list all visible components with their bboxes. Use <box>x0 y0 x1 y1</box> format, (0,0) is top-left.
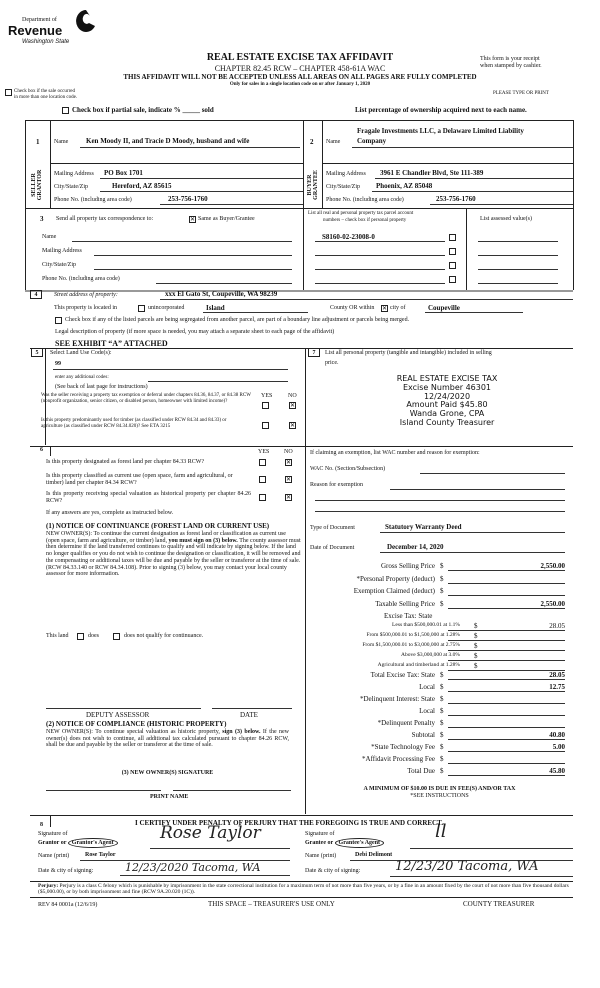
divider <box>25 120 26 290</box>
buyer-phone[interactable]: 253-756-1760 <box>436 195 476 203</box>
divider <box>322 163 573 164</box>
perjury-bold: Perjury: <box>38 883 59 889</box>
correspondence-label: Send all property tax correspondence to: <box>56 216 154 222</box>
notice-bold: sign (3) below. <box>222 729 261 735</box>
grantee-agent-circled: Grantee's Agent <box>335 838 385 848</box>
doc-date-label: Date of Document <box>310 545 355 551</box>
divider <box>30 446 573 447</box>
ownership-note: List percentage of ownership acquired next to each name. <box>355 106 527 114</box>
divider <box>303 120 304 290</box>
buyer-address[interactable]: 3961 E Chandler Blvd, Ste 111-389 <box>380 169 484 177</box>
assessed-field[interactable] <box>478 255 558 256</box>
amount-field[interactable]: 2,550.00 <box>540 562 565 570</box>
does-label: does <box>88 633 99 639</box>
county-treasurer-label: COUNTY TREASURER <box>463 900 535 908</box>
seller-phone-label: Phone No. (including area code) <box>54 197 132 203</box>
underline <box>425 312 523 313</box>
dollar-sign: $ <box>440 755 444 763</box>
divider <box>50 163 303 164</box>
stamp-line: 12/24/2020 <box>423 391 471 401</box>
underline <box>375 178 573 179</box>
date-label: DATE <box>240 711 258 719</box>
amount-field[interactable]: 28.05 <box>549 622 565 630</box>
amount-underline <box>448 660 565 661</box>
no-header: NO <box>284 449 293 455</box>
amount-field[interactable]: 2,550.00 <box>540 599 565 608</box>
section-number: 7 <box>308 348 320 357</box>
section-number: 6 <box>40 447 43 453</box>
logo-line1: Department of <box>22 17 57 23</box>
divider <box>30 881 573 882</box>
current-use-no-checkbox[interactable]: ✕ <box>286 477 292 483</box>
located-label: This property is located in <box>54 305 117 311</box>
additional-codes-field[interactable] <box>148 381 288 382</box>
dollar-sign: $ <box>440 587 444 595</box>
divider <box>466 208 467 290</box>
divider <box>50 446 51 456</box>
date-city-label: Date & city of signing: <box>38 868 94 874</box>
parcel-field[interactable] <box>315 241 445 242</box>
amount-underline <box>448 727 565 728</box>
notice-continuance-text <box>46 531 301 578</box>
divider <box>25 120 573 121</box>
dollar-sign: $ <box>440 574 444 583</box>
deputy-assessor-signature[interactable] <box>46 708 201 709</box>
type-or-print: PLEASE TYPE OR PRINT <box>493 91 549 96</box>
grantor-sig-label <box>38 840 118 847</box>
buyer-side-label: BUYER GRANTEE <box>307 170 319 200</box>
notice-compliance-text <box>46 729 289 749</box>
divider <box>25 208 573 209</box>
segregated-checkbox[interactable] <box>55 317 62 324</box>
underline <box>160 204 303 205</box>
underline <box>80 147 300 148</box>
land-use-code[interactable]: 99 <box>55 361 61 367</box>
tax-row-label: Total Excise Tax: State <box>370 671 435 679</box>
tax-row-label: From $1,500,000.01 to $3,000,000 at 2.75% <box>362 642 460 648</box>
seller-name[interactable]: Ken Moody II, and Tracie D Moody, husband and wife <box>86 137 250 145</box>
notice-text: NEW OWNER(S): To continue the current designation as forest land or classification as current use (open space, farm and agriculture, or timber) land, <box>46 531 286 544</box>
receipt-note-1: This form is your receipt <box>480 56 540 62</box>
underline <box>352 147 573 148</box>
tax-row-label: Subtotal <box>411 731 435 739</box>
county-value[interactable]: Island <box>206 304 225 312</box>
amount-underline <box>448 595 565 596</box>
seller-side-label: SELLER GRANTOR <box>31 169 43 201</box>
assessed-field[interactable] <box>478 241 558 242</box>
perjury-note <box>38 883 573 895</box>
sig-of-label: Signature of <box>305 831 335 837</box>
reason-field-3[interactable] <box>315 511 565 512</box>
same-as-buyer-checkbox[interactable]: ✕ <box>190 217 196 223</box>
tax-row-label: Exemption Claimed (deduct) <box>353 587 435 595</box>
tax-row-label: Local <box>419 707 435 715</box>
sig-of-label: Signature of <box>38 831 68 837</box>
underline <box>100 178 303 179</box>
underline <box>53 369 288 370</box>
assessed-field[interactable] <box>478 283 558 284</box>
grantee-sig-label <box>305 840 384 847</box>
tax-row-label: From $500,000.01 to $1,500,000 at 1.28% <box>366 632 460 638</box>
divider <box>50 120 51 208</box>
stamp-line: Island County Treasurer <box>399 417 495 427</box>
underline <box>380 552 565 553</box>
buyer-name-line2[interactable]: Company <box>357 137 387 145</box>
name-print-label: Name (print) <box>38 853 70 859</box>
notice-text: If the new owner(s) does not wish to continue, all additional tax calculated pursuant to chapter 84.26 RCW, shall be due and payable by the seller or transferor at the time of sale. <box>46 729 290 749</box>
buyer-city-label: City/State/Zip <box>326 184 360 190</box>
parcel-field[interactable] <box>315 269 445 270</box>
buyer-address-label: Mailing Address <box>326 171 366 177</box>
parcel-field[interactable] <box>315 255 445 256</box>
dollar-sign: $ <box>440 695 444 703</box>
amount-underline <box>448 679 565 680</box>
certify-statement: I CERTIFY UNDER PENALTY OF PERJURY THAT THE FOREGOING IS TRUE AND CORRECT. <box>135 819 444 827</box>
dollar-sign: $ <box>440 743 444 751</box>
doc-type[interactable]: Statutory Warranty Deed <box>385 523 462 531</box>
corr-city-label: City/State/Zip <box>42 262 76 268</box>
tax-row-label: Total Due <box>407 767 435 775</box>
q2-yes-checkbox[interactable] <box>262 422 269 429</box>
dollar-sign: $ <box>474 632 478 640</box>
underline <box>430 204 573 205</box>
seller-phone[interactable]: 253-756-1760 <box>168 195 208 203</box>
dollar-sign: $ <box>440 562 444 570</box>
current-use-question: Is this property classified as current use (open space, farm and agricultural, or timber) land per chapter 84.34 RCW? <box>46 473 233 486</box>
assessed-field[interactable] <box>478 269 558 270</box>
dollar-sign: $ <box>440 671 444 679</box>
amount-field[interactable]: 40.80 <box>549 731 565 739</box>
assessor-date-field[interactable] <box>212 708 292 709</box>
grantee-date-city[interactable]: 12/23/20 Tacoma, WA <box>395 859 539 874</box>
dollar-sign: $ <box>474 642 478 650</box>
county-or-label: County OR within <box>330 305 375 311</box>
section-number: 3 <box>40 215 44 223</box>
amount-underline <box>448 763 565 764</box>
additional-codes-label: enter any additional codes: <box>55 375 109 380</box>
corr-address-field[interactable] <box>94 255 292 256</box>
partial-sale-label: Check box if partial sale, indicate % _____ sold <box>72 106 214 114</box>
corr-name-field[interactable] <box>72 241 292 242</box>
amount-field[interactable]: 5.00 <box>552 743 565 751</box>
doc-type-label: Type of Document <box>310 525 355 531</box>
underline <box>100 191 303 192</box>
divider <box>30 897 573 898</box>
partial-sale-checkbox[interactable] <box>62 107 69 114</box>
unincorporated-label: unincorporated <box>148 305 185 311</box>
dollar-sign: $ <box>440 683 444 691</box>
stamp-line: Amount Paid $45.80 <box>406 400 488 410</box>
wac-field[interactable] <box>420 473 565 474</box>
segregated-label: Check box if any of the listed parcels are being segregated from another parcel, are part of a boundary line adjustment or parcels being merged. <box>65 317 410 323</box>
amount-underline <box>448 650 565 651</box>
underline <box>120 875 290 876</box>
section-number: 8 <box>40 822 43 828</box>
historical-yes-checkbox[interactable] <box>259 494 266 501</box>
amount-underline <box>448 703 565 704</box>
city-of-label: city of <box>390 305 406 311</box>
grantor-agent-circled: Grantor's Agent <box>68 838 118 848</box>
deputy-assessor-label: DEPUTY ASSESSOR <box>86 711 150 719</box>
tax-row-label: Above $3,000,000 at 3.0% <box>401 652 460 658</box>
parcel-number[interactable]: S8160-02-23008-0 <box>322 233 375 241</box>
grantee-signature[interactable]: ll <box>435 821 447 842</box>
grantor-print-name[interactable]: Rose Taylor <box>85 852 116 858</box>
q1-no-checkbox[interactable]: ✕ <box>290 403 296 409</box>
amount-underline <box>448 751 565 752</box>
amount-field[interactable]: 28.05 <box>549 671 565 679</box>
personal-property-label-2: price. <box>325 360 339 366</box>
page-title: REAL ESTATE EXCISE TAX AFFIDAVIT <box>206 52 394 63</box>
chapter: CHAPTER 82.45 RCW – CHAPTER 458-61A WAC <box>214 64 386 73</box>
forest-land-question: Is this property designated as forest land per chapter 84.33 RCW? <box>46 459 205 465</box>
underline <box>390 876 573 877</box>
multi-location-label-2: in more than one location code. <box>14 95 78 100</box>
stamp-line: Wanda Grone, CPA <box>409 409 485 419</box>
seller-address-label: Mailing Address <box>54 171 94 177</box>
new-owner-signature-field[interactable] <box>173 790 291 791</box>
land-use-label: Select Land Use Code(s): <box>50 350 112 356</box>
tax-row-label: Agricultural and timberland at 1.28% <box>377 662 460 668</box>
historical-question: Is this property receiving special valuation as historical property per chapter 84.26 RCW? <box>46 491 251 504</box>
city-value[interactable]: Coupeville <box>428 304 460 312</box>
dollar-sign: $ <box>440 767 444 775</box>
tax-row-label: *Personal Property (deduct) <box>356 574 435 583</box>
forest-yes-checkbox[interactable] <box>259 459 266 466</box>
does-qualify-checkbox[interactable] <box>77 633 84 640</box>
personal-property-label: List all personal property (tangible and intangible) included in selling <box>325 350 492 356</box>
tax-row-label: Less than $500,000.01 at 1.1% <box>392 622 460 628</box>
amount-underline <box>448 775 565 776</box>
underline <box>380 532 565 533</box>
tax-row-label: Gross Selling Price <box>380 562 435 570</box>
tax-row-label: Local <box>419 683 435 691</box>
see-instructions: *SEE INSTRUCTIONS <box>410 793 469 799</box>
logo-line3: Washington State <box>22 39 70 45</box>
q1-yes-checkbox[interactable] <box>262 402 269 409</box>
grantee-print-name[interactable]: Debi Delimont <box>355 852 393 858</box>
dollar-sign: $ <box>440 719 444 727</box>
notice-text: NEW OWNER(S): To continue special valuation as historic property, <box>46 729 220 735</box>
underline <box>160 299 573 300</box>
warning: THIS AFFIDAVIT WILL NOT BE ACCEPTED UNLESS ALL AREAS ON ALL PAGES ARE FULLY COMPLETED <box>123 73 477 81</box>
divider <box>30 815 573 816</box>
dollar-sign: $ <box>474 662 478 670</box>
seller-address[interactable]: PO Box 1701 <box>104 169 143 177</box>
parcel-header-1: List all real and personal property tax parcel account <box>308 211 414 216</box>
section-number: 1 <box>36 138 40 146</box>
treasurer-stamp <box>357 375 537 428</box>
seller-city[interactable]: Hereford, AZ 85615 <box>112 182 172 190</box>
excise-state-label: Excise Tax: State <box>384 612 433 620</box>
buyer-name-line1[interactable]: Fragale Investments LLC, a Delaware Limited Liability <box>357 127 524 135</box>
dollar-sign: $ <box>440 599 444 608</box>
does-not-label: does not qualify for continuance. <box>124 633 204 639</box>
tax-row-label: *Delinquent Interest: State <box>359 695 435 703</box>
tax-row-label: *Affidavit Processing Fee <box>362 755 435 763</box>
q2-no-checkbox[interactable]: ✕ <box>290 423 296 429</box>
amount-field[interactable]: 45.80 <box>549 767 565 775</box>
amount-field[interactable]: 12.75 <box>549 683 565 691</box>
street-address[interactable]: xxx El Gato St, Coupeville, WA 98239 <box>165 290 278 298</box>
name-print-label: Name (print) <box>305 853 337 859</box>
buyer-city[interactable]: Phoenix, AZ 85048 <box>376 182 433 190</box>
amount-underline <box>448 691 565 692</box>
personal-property-checkbox[interactable] <box>449 248 456 255</box>
exemption-question: Was the seller receiving a property tax exemption or deferral under chapters 84.36, 84.37, or 84.38 RCW (nonprofit organization, senior citizen, or disabled person, homeowner with limited income)? <box>41 393 251 404</box>
notice-text: The county assessor must then determine if the land transferred continues to qualify and will indicate by signing below. If the land no longer qualifies or you do not wish to continue the designation or classification, it will be removed and the compensating or additional taxes will be due and payable by the seller or transferor at the time of sale. (RCW 84.33.140 or RCW 84.34.108). Prior to signing (3) below, you may contact your local county assessor for more information. <box>46 537 301 578</box>
tax-row-label: *Delinquent Penalty <box>377 719 435 727</box>
logo-swirl-icon <box>75 8 97 34</box>
buyer-phone-label: Phone No. (including area code) <box>326 197 404 203</box>
reason-field-2[interactable] <box>315 500 565 501</box>
buyer-name-label: Name <box>326 139 341 145</box>
yes-header: YES <box>261 393 273 399</box>
sales-note: Only for sales in a single location code on or after January 1, 2020 <box>229 82 371 87</box>
underline <box>150 848 290 849</box>
exemption-header: If claiming an exemption, list WAC number and reason for exemption: <box>310 450 480 456</box>
corr-address-label: Mailing Address <box>42 248 82 254</box>
historical-no-checkbox[interactable]: ✕ <box>286 495 292 501</box>
section-number: 2 <box>310 138 314 146</box>
logo-line2: Revenue <box>8 23 63 38</box>
notice-bold: you must sign on (3) below. <box>168 537 238 544</box>
underline <box>410 848 573 849</box>
dollar-sign: $ <box>474 622 478 630</box>
see-back-note: (See back of last page for instructions) <box>55 384 148 390</box>
amount-underline <box>448 608 565 609</box>
divider <box>305 348 306 814</box>
parcel-field[interactable] <box>315 283 445 284</box>
legal-label: Legal description of property (if more space is needed, you may attach a separate sheet to each page of the affidavit) <box>55 329 335 335</box>
reason-field[interactable] <box>390 489 565 490</box>
grantor-signature[interactable]: Rose Taylor <box>160 823 261 843</box>
street-label: Street address of property: <box>54 292 118 298</box>
reason-label: Reason for exemption <box>310 482 363 488</box>
divider <box>50 815 51 827</box>
underline <box>203 312 308 313</box>
stamp-line: Excise Number 46301 <box>402 382 492 392</box>
stamp-line: REAL ESTATE EXCISE TAX <box>396 374 498 383</box>
personal-property-checkbox[interactable] <box>449 234 456 241</box>
current-use-yes-checkbox[interactable] <box>259 476 266 483</box>
grantor-date-city[interactable]: 12/23/2020 Tacoma, WA <box>125 861 261 874</box>
forest-no-checkbox[interactable]: ✕ <box>286 460 292 466</box>
corr-phone-field[interactable] <box>156 283 292 284</box>
minimum-note: A MINIMUM OF $10.00 IS DUE IN FEE(S) AND/OR TAX <box>363 786 516 792</box>
corr-phone-label: Phone No. (including area code) <box>42 276 120 282</box>
new-owner-signature-label: (3) NEW OWNER(S) SIGNATURE <box>121 770 214 776</box>
amount-underline <box>448 630 565 631</box>
amount-underline <box>448 640 565 641</box>
unincorporated-checkbox[interactable] <box>138 305 145 312</box>
print-name-label: PRINT NAME <box>150 794 189 800</box>
within-city-checkbox[interactable]: ✕ <box>382 306 388 312</box>
date-city-label: Date & city of signing: <box>305 868 361 874</box>
dollar-sign: $ <box>440 707 444 715</box>
grantor-label: Grantor or <box>38 840 67 846</box>
does-not-qualify-checkbox[interactable] <box>113 633 120 640</box>
grantee-label: Grantee or <box>305 840 334 846</box>
amount-underline <box>448 583 565 584</box>
treasurer-space-label: THIS SPACE – TREASURER'S USE ONLY <box>208 900 335 908</box>
wac-label: WAC No. (Section/Subsection) <box>310 466 386 472</box>
legal-description[interactable]: SEE EXHIBIT “A” ATTACHED <box>55 339 168 348</box>
personal-property-checkbox[interactable] <box>449 276 456 283</box>
form-revision: REV 84 0001a (12/6/19) <box>38 902 98 908</box>
no-header: NO <box>288 393 297 399</box>
corr-city-field[interactable] <box>94 269 292 270</box>
multi-location-checkbox[interactable] <box>5 89 12 96</box>
notice-continuance-title: (1) NOTICE OF CONTINUANCE (FOREST LAND OR CURRENT USE) <box>46 522 270 530</box>
amount-underline <box>448 715 565 716</box>
if-yes-note: If any answers are yes, complete as instructed below. <box>46 510 174 516</box>
amount-underline <box>448 739 565 740</box>
timber-question: Is this property predominantly used for timber (as classified under RCW 84.34 and 84.33) or agriculture (as classified under RCW 84.34.020)? See ETA 3215 <box>41 418 227 429</box>
yes-header: YES <box>258 449 270 455</box>
assessed-header: List assessed value(s) <box>480 216 532 222</box>
section-number: 4 <box>30 290 42 299</box>
dollar-sign: $ <box>440 731 444 739</box>
section-number: 5 <box>31 348 43 357</box>
divider <box>30 348 573 349</box>
receipt-note-2: when stamped by cashier. <box>480 63 542 69</box>
divider <box>322 120 323 208</box>
seller-name-label: Name <box>54 139 69 145</box>
tax-row-label: *State Technology Fee <box>371 743 435 751</box>
dollar-sign: $ <box>474 652 478 660</box>
corr-name-label: Name <box>42 234 57 240</box>
divider <box>573 120 574 290</box>
parcel-header-2: numbers – check box if personal property <box>323 218 407 223</box>
amount-underline <box>448 570 565 571</box>
multi-location-label-1: Check box if the sale occurred <box>14 89 75 94</box>
doc-date[interactable]: December 14, 2020 <box>387 543 444 551</box>
same-as-buyer-label: Same as Buyer/Grantee <box>198 216 255 222</box>
seller-city-label: City/State/Zip <box>54 184 88 190</box>
new-owner-signature-field[interactable] <box>46 790 161 791</box>
notice-compliance-title: (2) NOTICE OF COMPLIANCE (HISTORIC PROPERTY) <box>46 720 227 728</box>
personal-property-checkbox[interactable] <box>449 262 456 269</box>
land-label: This land <box>46 633 69 639</box>
tax-row-label: Taxable Selling Price <box>375 599 435 608</box>
perjury-text: Perjury is a class C felony which is punishable by imprisonment in the state correctional institution for a maximum term of not more than five years, or by a fine in an amount fixed by the court of not more than five thousand dollars ($5,000.00), or by both imprisonment and fine (RCW 9A.20.020 (1C)). <box>38 883 569 896</box>
underline <box>372 191 573 192</box>
